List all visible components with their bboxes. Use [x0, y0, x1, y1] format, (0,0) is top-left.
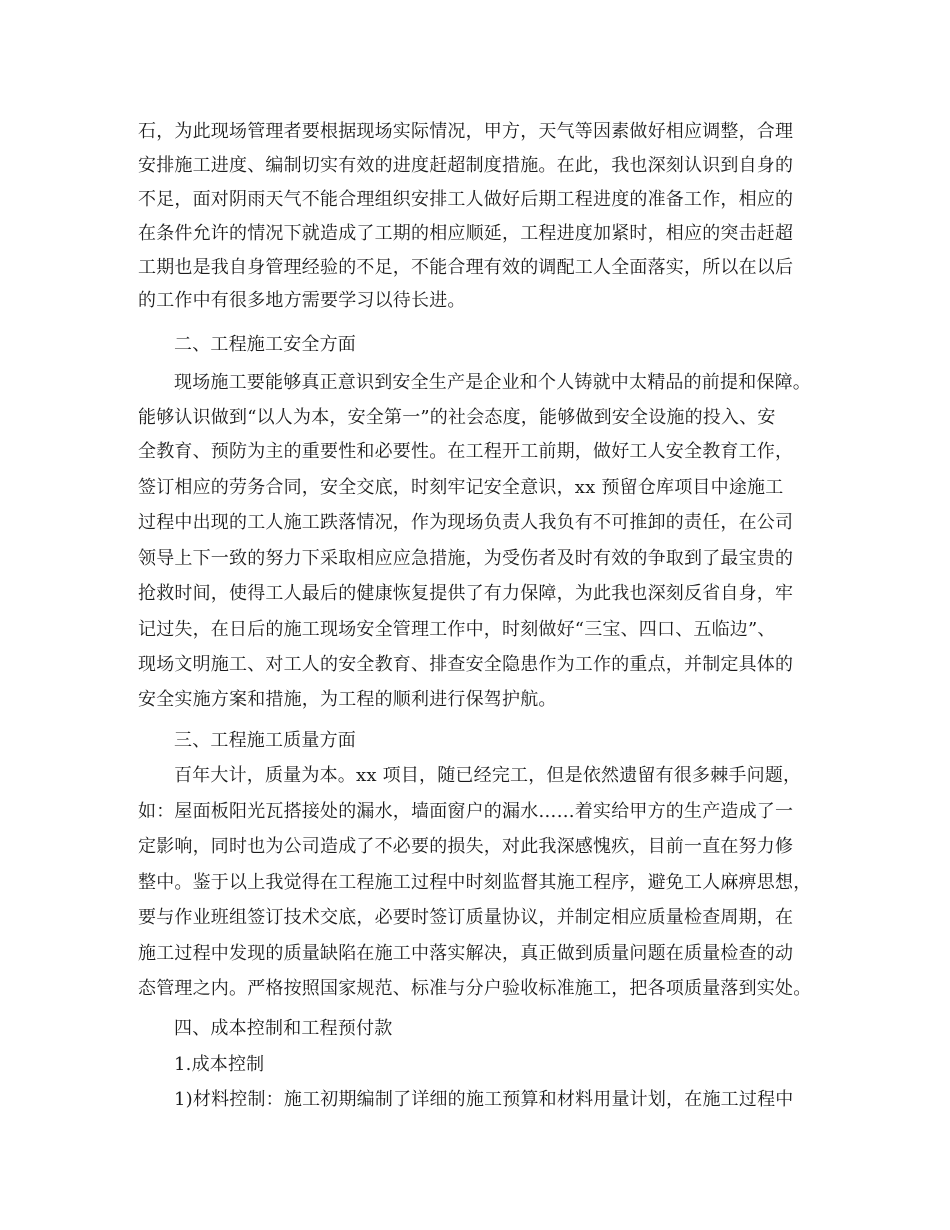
- text-line: 抢救时间，使得工人最后的健康恢复提供了有力保障，为此我也深刻反省自身，牢: [138, 583, 794, 604]
- text-line: 工期也是我自身管理经验的不足，不能合理有效的调配工人全面落实，所以在以后: [138, 257, 794, 278]
- text-line: 在条件允许的情况下就造成了工期的相应顺延，工程进度加紧时，相应的突击赶超: [138, 223, 794, 244]
- text-line: 态管理之内。严格按照国家规范、标准与分户验收标准施工，把各项质量落到实处。: [138, 978, 812, 999]
- text-line: 百年大计，质量为本。xx 项目，随已经完工，但是依然遗留有很多棘手问题，: [174, 765, 802, 786]
- section-heading: 三、工程施工质量方面: [174, 730, 356, 751]
- text-line: 不足，面对阴雨天气不能合理组织安排工人做好后期工程进度的准备工作，相应的: [138, 189, 794, 210]
- text-line: 现场施工要能够真正意识到安全生产是企业和个人铸就中太精品的前提和保障。: [174, 372, 811, 393]
- text-line: 现场文明施工、对工人的安全教育、排查安全隐患作为工作的重点，并制定具体的: [138, 654, 794, 675]
- text-line: 定影响，同时也为公司造成了不必要的损失，对此我深感愧疚，目前一直在努力修: [138, 836, 794, 857]
- text-line: 签订相应的劳务合同，安全交底，时刻牢记安全意识，xx 预留仓库项目中途施工: [138, 477, 784, 498]
- text-line: 全教育、预防为主的重要性和必要性。在工程开工前期，做好工人安全教育工作，: [138, 441, 794, 462]
- text-line: 1)材料控制：施工初期编制了详细的施工预算和材料用量计划，在施工过程中: [174, 1089, 794, 1110]
- text-line: 要与作业班组签订技术交底，必要时签订质量协议，并制定相应质量检查周期，在: [138, 907, 794, 928]
- text-line: 如：屋面板阳光瓦搭接处的漏水，墙面窗户的漏水……着实给甲方的生产造成了一: [138, 801, 794, 822]
- text-line: 记过失，在日后的施工现场安全管理工作中，时刻做好“三宝、四口、五临边”、: [138, 619, 776, 640]
- text-line: 安排施工进度、编制切实有效的进度赶超制度措施。在此，我也深刻认识到自身的: [138, 155, 794, 176]
- subsection-heading: 1.成本控制: [174, 1054, 265, 1075]
- text-line: 石，为此现场管理者要根据现场实际情况，甲方，天气等因素做好相应调整，合理: [138, 121, 794, 142]
- section-heading: 四、成本控制和工程预付款: [174, 1018, 393, 1039]
- text-line: 安全实施方案和措施，为工程的顺利进行保驾护航。: [138, 689, 557, 710]
- text-line: 整中。鉴于以上我觉得在工程施工过程中时刻监督其施工程序，避免工人麻痹思想，: [138, 872, 812, 893]
- text-line: 施工过程中发现的质量缺陷在施工中落实解决，真正做到质量问题在质量检查的动: [138, 943, 794, 964]
- section-heading: 二、工程施工安全方面: [174, 334, 356, 355]
- text-line: 能够认识做到“以人为本，安全第一”的社会态度，能够做到安全设施的投入、安: [138, 407, 776, 428]
- text-line: 领导上下一致的努力下采取相应应急措施，为受伤者及时有效的争取到了最宝贵的: [138, 548, 794, 569]
- text-line: 的工作中有很多地方需要学习以待长进。: [138, 290, 466, 311]
- text-line: 过程中出现的工人施工跌落情况，作为现场负责人我负有不可推卸的责任，在公司: [138, 512, 794, 533]
